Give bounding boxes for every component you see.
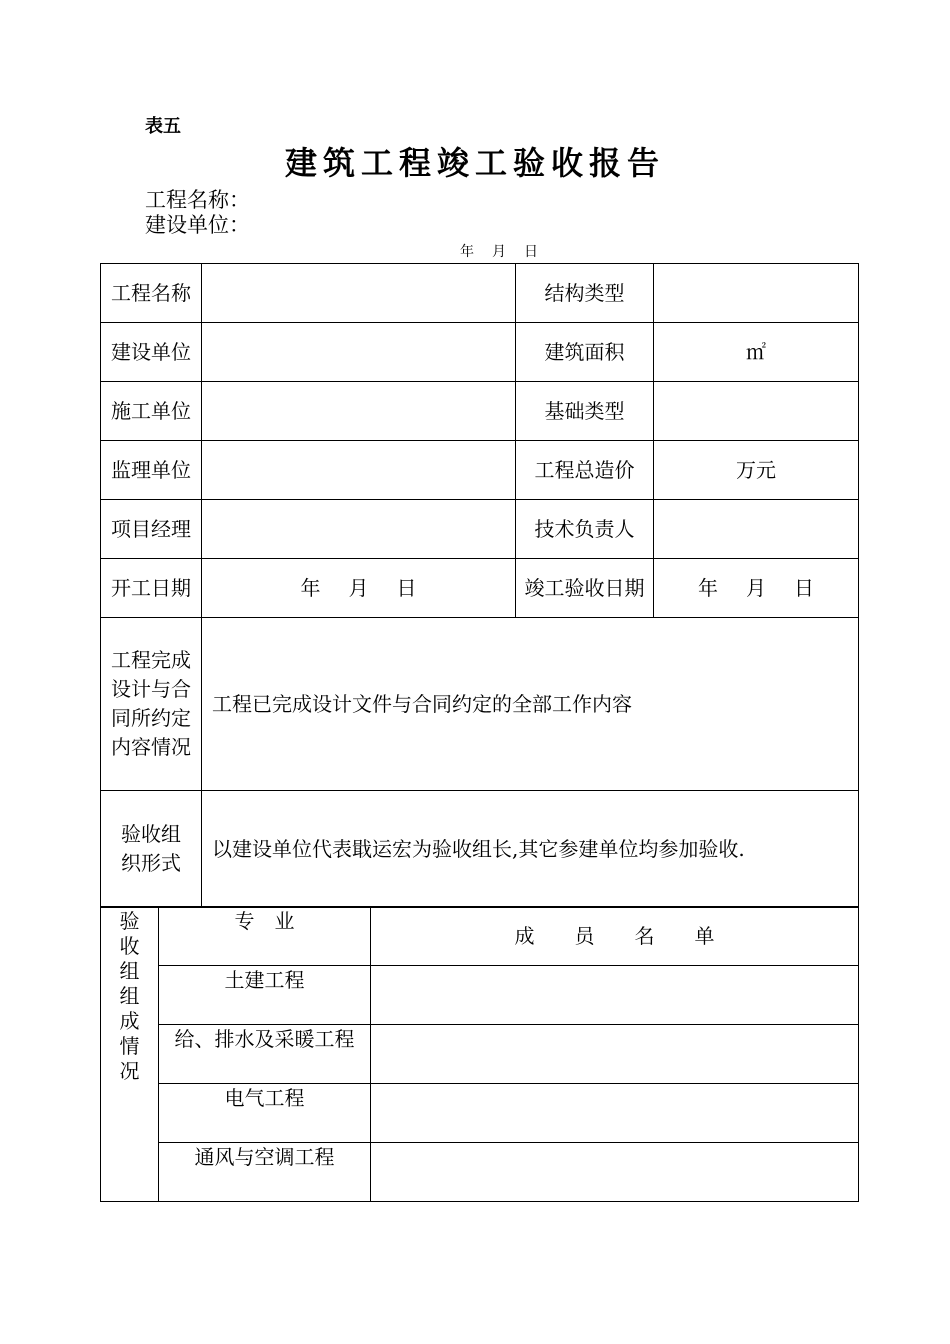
- table-row: [101, 441, 859, 500]
- foundation-type-header: 基础类型: [516, 382, 654, 441]
- members-header-char: 成: [514, 923, 535, 948]
- table-row: [101, 1025, 859, 1084]
- contractor-field[interactable]: [202, 382, 516, 441]
- start-date-field[interactable]: [202, 559, 516, 618]
- project-name-header: 工程名称: [101, 264, 202, 323]
- start-date-header: 开工日期: [101, 559, 202, 618]
- members-plumbing-field[interactable]: [371, 1025, 859, 1084]
- members-column-header: [371, 907, 859, 966]
- report-date-month: 月: [492, 244, 506, 260]
- team-form-field[interactable]: 以建设单位代表戢运宏为验收组长,其它参建单位均参加验收.: [202, 791, 859, 908]
- table-row: [101, 618, 859, 791]
- page-title: 建筑工程竣工验收报告: [284, 144, 665, 182]
- project-name-label: 工程名称：: [145, 188, 250, 212]
- foundation-type-field[interactable]: [654, 382, 859, 441]
- building-area-field[interactable]: ㎡: [654, 323, 859, 382]
- specialty-hvac: 通风与空调工程: [159, 1143, 371, 1202]
- structure-type-field[interactable]: [654, 264, 859, 323]
- completion-date-header: 竣工验收日期: [516, 559, 654, 618]
- specialty-civil: 土建工程: [159, 966, 371, 1025]
- tech-lead-header: 技术负责人: [516, 500, 654, 559]
- start-date-year: 年: [300, 575, 321, 600]
- completion-status-header: 工程完成设计与合同所约定内容情况: [101, 618, 202, 791]
- team-form-header: 验收组织形式: [101, 791, 202, 908]
- table-row: [101, 559, 859, 618]
- acceptance-team-table: [100, 906, 859, 1202]
- table-number-label: 表五: [145, 116, 181, 137]
- table-row: [101, 264, 859, 323]
- table-row: [101, 791, 859, 908]
- contractor-header: 施工单位: [101, 382, 202, 441]
- members-header-char: 名: [634, 923, 655, 948]
- report-form-table: [100, 263, 859, 908]
- project-name-field[interactable]: [202, 264, 516, 323]
- builder-label: 建设单位：: [145, 213, 250, 237]
- members-civil-field[interactable]: [371, 966, 859, 1025]
- completion-date-field[interactable]: [654, 559, 859, 618]
- members-header-char: 单: [694, 923, 715, 948]
- table-row: [101, 966, 859, 1025]
- builder-header: 建设单位: [101, 323, 202, 382]
- report-date: [460, 241, 556, 261]
- supervisor-field[interactable]: [202, 441, 516, 500]
- total-cost-field[interactable]: 万元: [654, 441, 859, 500]
- table-row: [101, 907, 859, 966]
- completion-date-day: 日: [794, 575, 814, 600]
- completion-date-month: 月: [746, 575, 766, 600]
- start-date-month: 月: [348, 575, 369, 600]
- members-hvac-field[interactable]: [371, 1143, 859, 1202]
- total-cost-header: 工程总造价: [516, 441, 654, 500]
- specialty-electrical: 电气工程: [159, 1084, 371, 1143]
- supervisor-header: 监理单位: [101, 441, 202, 500]
- table-row: [101, 1143, 859, 1202]
- report-date-day: 日: [524, 244, 538, 260]
- team-composition-header: 验收组组成情况: [101, 907, 159, 1202]
- members-header-char: 员: [574, 923, 595, 948]
- specialty-plumbing: 给、排水及采暖工程: [159, 1025, 371, 1084]
- table-row: [101, 500, 859, 559]
- table-row: [101, 323, 859, 382]
- project-manager-field[interactable]: [202, 500, 516, 559]
- table-row: [101, 1084, 859, 1143]
- start-date-day: 日: [396, 575, 417, 600]
- building-area-header: 建筑面积: [516, 323, 654, 382]
- project-manager-header: 项目经理: [101, 500, 202, 559]
- completion-status-field[interactable]: 工程已完成设计文件与合同约定的全部工作内容: [202, 618, 859, 791]
- builder-field[interactable]: [202, 323, 516, 382]
- specialty-column-header: 专 业: [159, 907, 371, 966]
- tech-lead-field[interactable]: [654, 500, 859, 559]
- completion-date-year: 年: [698, 575, 718, 600]
- structure-type-header: 结构类型: [516, 264, 654, 323]
- members-electrical-field[interactable]: [371, 1084, 859, 1143]
- report-date-year: 年: [460, 244, 474, 260]
- table-row: [101, 382, 859, 441]
